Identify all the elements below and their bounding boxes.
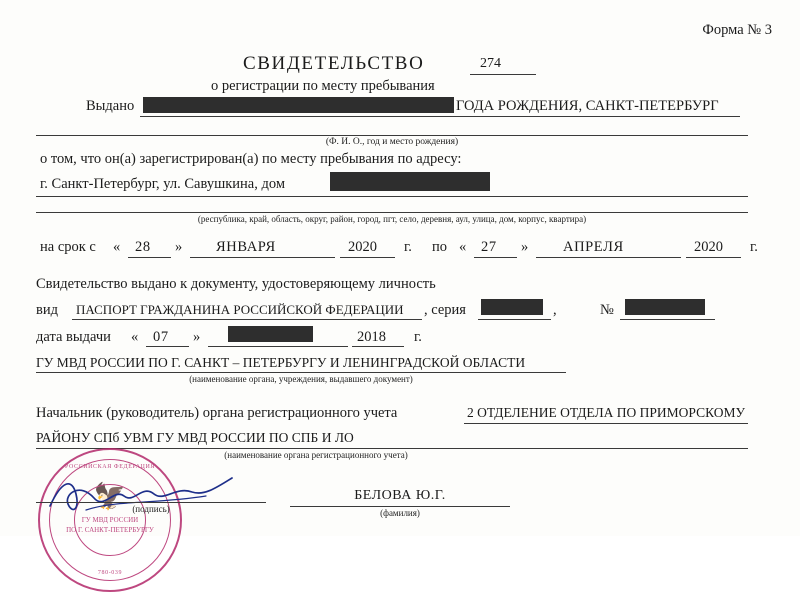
stamp-center-line2: ПО Г. САНКТ-ПЕТЕРБУРГУ bbox=[66, 526, 154, 534]
identity-kind-label: вид bbox=[36, 302, 58, 318]
identity-kind-rule bbox=[72, 319, 422, 320]
term-to-month-rule bbox=[536, 257, 681, 258]
issue-g: г. bbox=[414, 329, 422, 345]
term-from-g: г. bbox=[404, 239, 412, 255]
term-prefix: на срок с bbox=[40, 239, 96, 255]
term-from-year-rule bbox=[340, 257, 395, 258]
stamp-arc-top: РОССИЙСКАЯ ФЕДЕРАЦИЯ bbox=[64, 464, 156, 470]
chief-org-line1: 2 ОТДЕЛЕНИЕ ОТДЕЛА ПО ПРИМОРСКОМУ bbox=[467, 405, 746, 420]
identity-intro: Свидетельство выдано к документу, удостоверяющему личность bbox=[36, 276, 436, 292]
term-to-quote-open: « bbox=[459, 239, 467, 255]
redacted-passport-series bbox=[481, 299, 543, 315]
identity-kind-value: ПАСПОРТ ГРАЖДАНИНА РОССИЙСКОЙ ФЕДЕРАЦИИ bbox=[76, 302, 404, 317]
term-from-day-rule bbox=[128, 257, 171, 258]
issue-day-rule bbox=[146, 346, 189, 347]
identity-series-label: , серия bbox=[424, 302, 466, 318]
chief-surname: БЕЛОВА Ю.Г. bbox=[354, 488, 446, 503]
term-from-quote-open: « bbox=[113, 239, 121, 255]
term-from-day: 28 bbox=[135, 239, 151, 255]
issuing-authority: ГУ МВД РОССИИ ПО Г. САНКТ – ПЕТЕРБУРГУ И ЛЕНИНГРАДСКОЙ ОБЛАСТИ bbox=[36, 355, 526, 370]
certificate-number-rule bbox=[470, 74, 536, 75]
issue-year: 2018 bbox=[357, 329, 386, 345]
fullname-hint-rule bbox=[36, 135, 748, 136]
term-from-month: ЯНВАРЯ bbox=[216, 239, 276, 255]
issue-month-rule bbox=[208, 346, 348, 347]
chief-org-rule-1 bbox=[464, 423, 748, 424]
address-rule-2 bbox=[36, 212, 748, 213]
term-to-g: г. bbox=[750, 239, 758, 255]
term-to-quote-close: » bbox=[521, 239, 529, 255]
signature-hint: (подпись) bbox=[132, 504, 170, 514]
issue-date-label: дата выдачи bbox=[36, 329, 111, 345]
identity-number-label: № bbox=[600, 302, 614, 318]
identity-series-comma: , bbox=[553, 302, 557, 318]
document-title: СВИДЕТЕЛЬСТВО bbox=[243, 53, 425, 74]
issuing-authority-hint: (наименование органа, учреждения, выдавшего документ) bbox=[189, 374, 413, 384]
redacted-fullname bbox=[143, 97, 454, 113]
term-to-label: по bbox=[432, 239, 448, 255]
term-to-year-rule bbox=[686, 257, 741, 258]
surname-hint: (фамилия) bbox=[380, 508, 420, 518]
term-to-day-rule bbox=[474, 257, 517, 258]
issue-date-quote-open: « bbox=[131, 329, 139, 345]
stamp-arc-bottom: 780-039 bbox=[97, 570, 123, 576]
certificate-number: 274 bbox=[480, 56, 501, 71]
document-subtitle: о регистрации по месту пребывания bbox=[211, 78, 435, 94]
form-number: Форма № 3 bbox=[702, 22, 772, 38]
address-value: г. Санкт-Петербург, ул. Савушкина, дом bbox=[40, 176, 286, 192]
identity-number-rule bbox=[620, 319, 715, 320]
issued-to-suffix: ГОДА РОЖДЕНИЯ, САНКТ-ПЕТЕРБУРГ bbox=[456, 98, 719, 114]
issued-to-label: Выдано bbox=[86, 98, 135, 114]
chief-org-rule-2 bbox=[36, 448, 748, 449]
identity-series-rule bbox=[478, 319, 551, 320]
issue-day: 07 bbox=[153, 329, 169, 345]
address-hint: (республика, край, область, округ, район, город, пгт, село, деревня, аул, улица, дом, корпус, квартира) bbox=[197, 214, 587, 224]
issued-to-rule bbox=[140, 116, 740, 117]
stamp-center-line1: ГУ МВД РОССИИ bbox=[81, 516, 139, 524]
chief-org-hint: (наименование органа регистрационного учета) bbox=[224, 450, 408, 460]
term-from-year: 2020 bbox=[348, 239, 377, 255]
issue-date-quote-close: » bbox=[193, 329, 201, 345]
term-from-quote-close: » bbox=[175, 239, 183, 255]
address-rule-1 bbox=[36, 196, 748, 197]
surname-rule bbox=[290, 506, 510, 507]
chief-label: Начальник (руководитель) органа регистрационного учета bbox=[36, 405, 398, 421]
issue-year-rule bbox=[352, 346, 404, 347]
redacted-address bbox=[330, 172, 490, 191]
registration-statement: о том, что он(а) зарегистрирован(а) по месту пребывания по адресу: bbox=[40, 151, 462, 167]
redacted-passport-number bbox=[625, 299, 705, 315]
issuing-authority-rule bbox=[36, 372, 566, 373]
term-to-day: 27 bbox=[481, 239, 497, 255]
term-from-month-rule bbox=[190, 257, 335, 258]
term-to-year: 2020 bbox=[694, 239, 723, 255]
eagle-emblem-icon: 🦅 bbox=[93, 482, 127, 511]
chief-org-line2: РАЙОНУ СПб УВМ ГУ МВД РОССИИ ПО СПБ И ЛО bbox=[36, 430, 354, 445]
signature-rule bbox=[36, 502, 266, 503]
redacted-issue-month bbox=[228, 326, 313, 342]
fullname-hint: (Ф. И. О., год и место рождения) bbox=[325, 137, 459, 147]
term-to-month: АПРЕЛЯ bbox=[563, 239, 624, 255]
